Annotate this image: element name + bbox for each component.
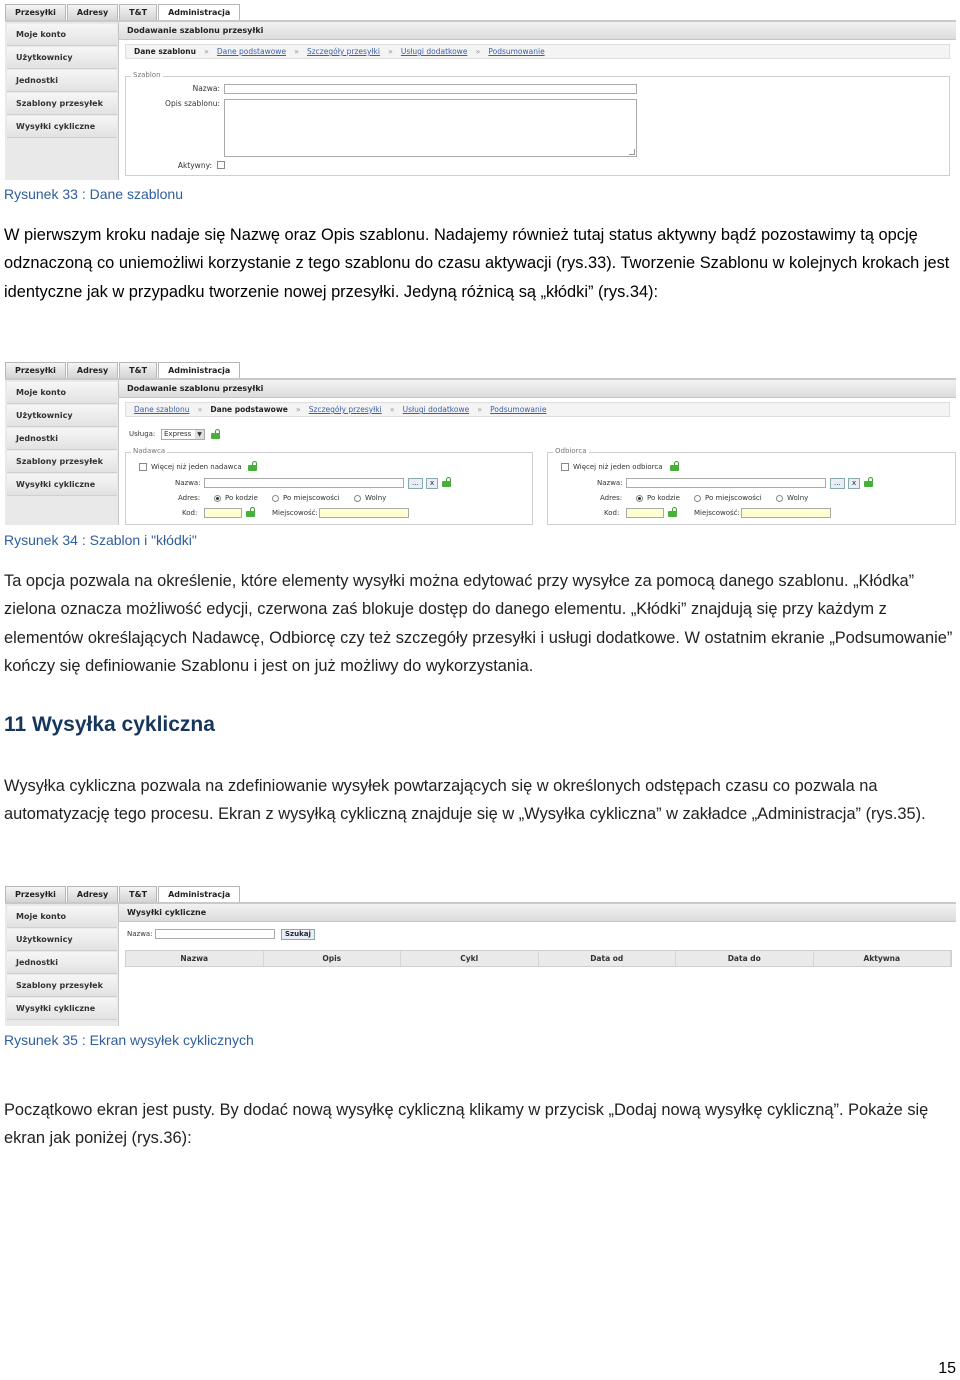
lock-open-icon[interactable] (668, 507, 677, 517)
lock-open-icon[interactable] (442, 477, 451, 487)
step-separator: » (197, 405, 203, 414)
sender-city-select[interactable] (319, 508, 409, 518)
tab-adresy[interactable]: Adresy (67, 886, 118, 902)
step-podsumowanie[interactable]: Podsumowanie (490, 405, 547, 414)
tab-przesylki[interactable]: Przesyłki (5, 362, 66, 378)
active-checkbox[interactable] (217, 161, 225, 169)
lock-open-icon[interactable] (248, 461, 257, 471)
multi-sender-label: Więcej niż jeden nadawca (151, 463, 242, 471)
receiver-city-label: Miejscowość: (694, 509, 740, 517)
sidebar-item-jednostki[interactable]: Jednostki (7, 428, 117, 450)
sender-radio-po-kodzie-label: Po kodzie (225, 494, 258, 502)
sidebar-item-moje-konto[interactable]: Moje konto (7, 906, 117, 928)
sidebar-item-jednostki[interactable]: Jednostki (7, 952, 117, 974)
sidebar-item-szablony[interactable]: Szablony przesyłek (7, 975, 117, 997)
step-uslugi[interactable]: Usługi dodatkowe (402, 405, 470, 414)
column-header-data-do[interactable]: Data do (676, 951, 814, 966)
lock-open-icon[interactable] (246, 507, 255, 517)
search-button[interactable]: Szukaj (281, 929, 315, 940)
receiver-radio-wolny-label: Wolny (787, 494, 809, 502)
receiver-lookup-button[interactable]: ... (830, 478, 845, 489)
sender-radio-po-kodzie[interactable] (214, 495, 221, 502)
receiver-radio-po-miejscowosci-label: Po miejscowości (705, 494, 762, 502)
lock-open-icon[interactable] (211, 429, 220, 439)
main-panel (118, 904, 956, 1026)
service-select[interactable] (161, 429, 205, 440)
step-separator: » (204, 47, 209, 56)
panel-title: Wysyłki cykliczne (119, 904, 956, 922)
multi-receiver-label: Więcej niż jeden odbiorca (573, 463, 663, 471)
step-separator: » (475, 47, 481, 56)
receiver-radio-po-kodzie-label: Po kodzie (647, 494, 680, 502)
paragraph-4: Początkowo ekran jest pusty. By dodać nową wysyłkę cykliczną klikamy w przycisk „Dodaj nową wysyłkę cykliczną”. Pokaże się ekran jak poniżej (rys.36): (4, 1101, 929, 1148)
sidebar-item-moje-konto[interactable]: Moje konto (7, 382, 117, 404)
top-tabs (5, 362, 241, 378)
figure-35-screenshot (5, 886, 956, 1026)
sender-radio-wolny[interactable] (354, 495, 361, 502)
sender-radio-wolny-label: Wolny (365, 494, 387, 502)
sidebar-item-wysylki-cykliczne[interactable]: Wysyłki cykliczne (7, 116, 117, 138)
fieldset-legend: Szablon (133, 71, 161, 79)
app-frame (5, 378, 956, 525)
sidebar-item-moje-konto[interactable]: Moje konto (7, 24, 117, 46)
name-label: Nazwa: (192, 84, 220, 93)
step-dane-szablonu[interactable]: Dane szablonu (134, 47, 196, 56)
main-panel (118, 380, 956, 525)
tab-administracja[interactable]: Administracja (158, 886, 240, 903)
receiver-name-label: Nazwa: (597, 479, 623, 487)
multi-receiver-checkbox[interactable] (561, 463, 569, 471)
column-header-opis[interactable]: Opis (264, 951, 402, 966)
step-uslugi[interactable]: Usługi dodatkowe (400, 47, 468, 56)
step-separator: » (477, 405, 483, 414)
sender-name-label: Nazwa: (175, 479, 201, 487)
wizard-steps (125, 402, 950, 417)
sender-radio-po-miejscowosci[interactable] (272, 495, 279, 502)
step-szczegoly[interactable]: Szczegóły przesyłki (308, 405, 382, 414)
receiver-radio-po-kodzie[interactable] (636, 495, 643, 502)
step-separator: » (389, 405, 395, 414)
panel-title: Dodawanie szablonu przesyłki (119, 380, 956, 398)
paragraph-2: Ta opcja pozwala na określenie, które elementy wysyłki można edytować przy wysyłce za pomocą danego szablonu. „Kłódka” zielona oznacza możliwość edycji, czerwona zaś blokuje dostęp do danego elementu. „Kłódki” znajdują się przy każdym z elementów określających Nadawcę, Odbiorcę czy też szczegóły przesyłki i usługi dodatkowe. W ostatnim ekranie „Podsumowanie” kończy się definiowanie Szablonu i jest on już możliwy do wykorzystania. (4, 572, 953, 675)
lock-open-icon[interactable] (864, 477, 873, 487)
app-frame (5, 902, 956, 1026)
tab-przesylki[interactable]: Przesyłki (5, 886, 66, 902)
receiver-clear-button[interactable]: x (848, 478, 860, 489)
page-number: 15 (938, 1360, 956, 1377)
sender-code-label: Kod: (182, 509, 198, 517)
sender-legend: Nadawca (133, 447, 166, 455)
figure-34-screenshot (5, 362, 956, 525)
sidebar-item-szablony[interactable]: Szablony przesyłek (7, 451, 117, 473)
figure-33-screenshot (5, 4, 956, 180)
description-label: Opis szablonu: (165, 99, 220, 108)
tab-adresy[interactable]: Adresy (67, 362, 118, 378)
sender-clear-button[interactable]: x (426, 478, 438, 489)
sidebar-item-jednostki[interactable]: Jednostki (7, 70, 117, 92)
table-header (125, 950, 952, 967)
sidebar (7, 906, 117, 1026)
sidebar-item-uzytkownicy[interactable]: Użytkownicy (7, 47, 117, 69)
app-frame (5, 20, 956, 180)
sender-address-label: Adres: (178, 494, 201, 502)
tab-tt[interactable]: T&T (119, 886, 157, 902)
column-header-data-od[interactable]: Data od (539, 951, 677, 966)
step-podsumowanie[interactable]: Podsumowanie (488, 47, 545, 56)
name-input[interactable] (224, 84, 637, 94)
main-panel (118, 22, 956, 180)
paragraph-3: Wysyłka cykliczna pozwala na zdefiniowanie wysyłek powtarzających się w określonych odstępach czasu co pozwala na automatyzację tego procesu. Ekran z wysyłką cykliczną znajduje się w „Wysyłka cykliczna” w zakładce „Administracja” (rys.35). (4, 777, 926, 824)
lock-open-icon[interactable] (670, 461, 679, 471)
receiver-name-input[interactable] (626, 478, 826, 488)
receiver-city-select[interactable] (741, 508, 831, 518)
sidebar-item-wysylki-cykliczne[interactable]: Wysyłki cykliczne (7, 474, 117, 496)
sidebar (7, 382, 117, 525)
step-szczegoly[interactable]: Szczegóły przesyłki (306, 47, 380, 56)
top-tabs (5, 886, 241, 902)
receiver-radio-wolny[interactable] (776, 495, 783, 502)
paragraph-1: W pierwszym kroku nadaje się Nazwę oraz Opis szablonu. Nadajemy również tutaj status aktywny bądź pozostawimy tą opcję odznaczoną co uniemożliwi korzystanie z tego szablonu do czasu aktywacji (rys.33). Tworzenie Szablonu w kolejnych krokach jest identyczne jak w przypadku tworzenie nowej przesyłki. Jedyną różnicą są „kłódki” (rys.34): (4, 226, 950, 301)
chevron-down-icon: ▼ (195, 430, 204, 439)
tab-tt[interactable]: T&T (119, 362, 157, 378)
template-fieldset (125, 71, 950, 176)
tab-tt[interactable]: T&T (119, 4, 157, 20)
sidebar-item-szablony[interactable]: Szablony przesyłek (7, 93, 117, 115)
receiver-code-input[interactable] (626, 508, 664, 518)
active-label: Aktywny: (177, 161, 212, 170)
wizard-steps (125, 44, 950, 59)
tab-administracja[interactable]: Administracja (158, 362, 240, 379)
sender-lookup-button[interactable]: ... (408, 478, 423, 489)
column-header-cykl[interactable]: Cykl (401, 951, 539, 966)
caption-33: Rysunek 33 : Dane szablonu (4, 186, 183, 202)
caption-34: Rysunek 34 : Szablon i "kłódki" (4, 532, 197, 548)
receiver-address-label: Adres: (600, 494, 623, 502)
column-header-nazwa[interactable]: Nazwa (126, 951, 264, 966)
service-value: Express (164, 430, 192, 438)
panel-title: Dodawanie szablonu przesyłki (119, 22, 956, 40)
caption-35: Rysunek 35 : Ekran wysyłek cyklicznych (4, 1032, 254, 1048)
resize-handle[interactable] (629, 149, 635, 155)
name-filter-input[interactable] (155, 929, 275, 939)
column-header-aktywna[interactable]: Aktywna (814, 951, 952, 966)
multi-sender-checkbox[interactable] (139, 463, 147, 471)
receiver-fieldset (547, 447, 956, 525)
tab-przesylki[interactable]: Przesyłki (5, 4, 66, 20)
step-dane-podstawowe[interactable]: Dane podstawowe (216, 47, 287, 56)
sender-city-label: Miejscowość: (272, 509, 318, 517)
step-dane-szablonu[interactable]: Dane szablonu (134, 405, 190, 414)
name-filter-label: Nazwa: (127, 930, 153, 938)
sender-name-input[interactable] (204, 478, 404, 488)
top-tabs (5, 4, 241, 20)
sender-fieldset (125, 447, 533, 525)
receiver-radio-po-miejscowosci[interactable] (694, 495, 701, 502)
section-heading: 11 Wysyłka cykliczna (4, 713, 215, 736)
tab-administracja[interactable]: Administracja (158, 4, 240, 21)
sender-code-input[interactable] (204, 508, 242, 518)
receiver-code-label: Kod: (604, 509, 620, 517)
sidebar (7, 24, 117, 180)
step-dane-podstawowe[interactable]: Dane podstawowe (210, 405, 288, 414)
sidebar-item-uzytkownicy[interactable]: Użytkownicy (7, 405, 117, 427)
receiver-legend: Odbiorca (555, 447, 587, 455)
tab-adresy[interactable]: Adresy (67, 4, 118, 20)
sender-radio-po-miejscowosci-label: Po miejscowości (283, 494, 340, 502)
description-textarea[interactable] (224, 99, 637, 157)
service-label: Usługa: (129, 430, 156, 438)
step-separator: » (295, 405, 301, 414)
step-separator: » (387, 47, 393, 56)
sidebar-item-wysylki-cykliczne[interactable]: Wysyłki cykliczne (7, 998, 117, 1020)
step-separator: » (294, 47, 299, 56)
sidebar-item-uzytkownicy[interactable]: Użytkownicy (7, 929, 117, 951)
